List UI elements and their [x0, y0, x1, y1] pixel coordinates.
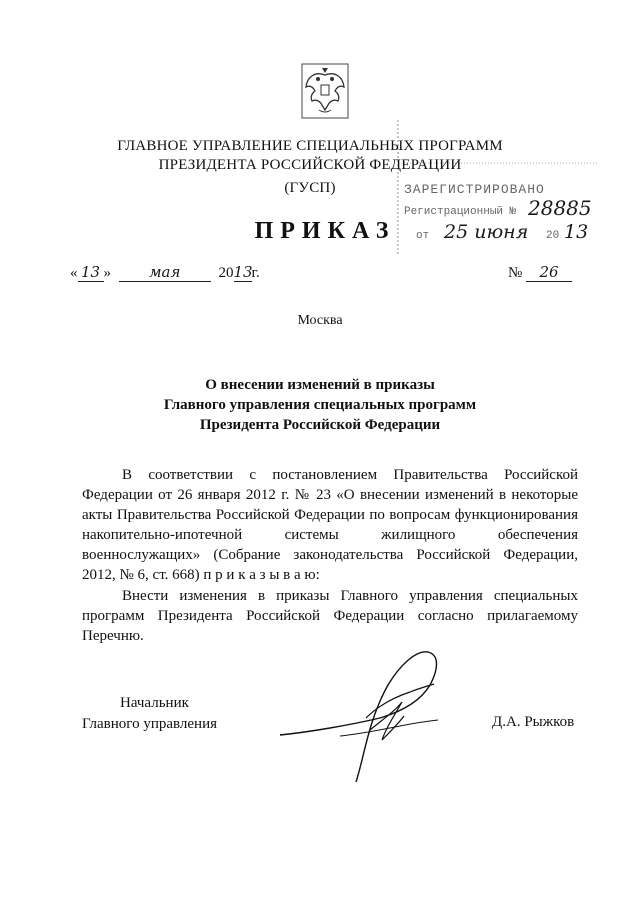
handwritten-signature: [270, 640, 460, 785]
subject-line3: Президента Российской Федерации: [199, 417, 441, 433]
order-number-value: 26: [526, 263, 572, 282]
date-open-quote: «: [70, 265, 78, 281]
org-abbreviation: (ГУСП): [284, 180, 336, 196]
subject-line1: О внесении изменений в приказы: [205, 377, 435, 393]
order-year: 13: [233, 263, 253, 281]
stamp-reg-number-label: Регистрационный №: [404, 206, 517, 218]
stamp-date: 25 июня: [444, 221, 529, 243]
subject-line2: Главного управления специальных программ: [163, 397, 477, 413]
position-line1: Начальник: [120, 695, 189, 711]
russian-coat-of-arms-icon: [300, 63, 350, 119]
stamp-year: 13: [564, 221, 589, 243]
order-year-suffix: г.: [251, 265, 260, 281]
body-paragraph-1: [82, 465, 578, 585]
order-number: [508, 263, 572, 282]
order-month: мая: [119, 263, 211, 282]
order-number-label: №: [508, 265, 523, 281]
position-line2: Главного управления: [82, 716, 217, 732]
stamp-registered-label: ЗАРЕГИСТРИРОВАНО: [404, 182, 545, 197]
document-type-title: ПРИКАЗ: [254, 218, 396, 244]
paragraph-1-text: В соответствии с постановлением Правительства Российской Федерации от 26 января 2012 г. № 23 «О внесении изменений в некоторые акты Правительства Российской Федерации по вопросам функционирования накопительно-ипотечной системы жилищного обеспечения военнослужащих» (Собрание законодательства Российской Федерации, 2012, № 6, ст. 668) п р и к а з ы в а ю:: [82, 467, 578, 583]
paragraph-2-text: Внести изменения в приказы Главного управления специальных программ Президента Российской Федерации согласно прилагаемому Перечню.: [82, 588, 578, 644]
body-paragraph-2: [82, 586, 578, 646]
org-name-line2: ПРЕЗИДЕНТА РОССИЙСКОЙ ФЕДЕРАЦИИ: [158, 157, 462, 173]
stamp-reg-number: 28885: [528, 196, 592, 220]
date-close-quote: »: [103, 265, 111, 281]
order-date: [70, 263, 260, 282]
signer-position: [82, 693, 217, 735]
city: Москва: [297, 313, 343, 328]
order-subject: [120, 375, 520, 435]
org-name-line1: ГЛАВНОЕ УПРАВЛЕНИЕ СПЕЦИАЛЬНЫХ ПРОГРАММ: [117, 138, 503, 154]
signer-name: Д.А. Рыжков: [492, 714, 575, 730]
stamp-date-prefix: от: [416, 230, 430, 242]
stamp-year-prefix: 20: [546, 230, 560, 242]
order-year-prefix: 20: [218, 265, 234, 281]
order-day: 13: [78, 263, 104, 282]
